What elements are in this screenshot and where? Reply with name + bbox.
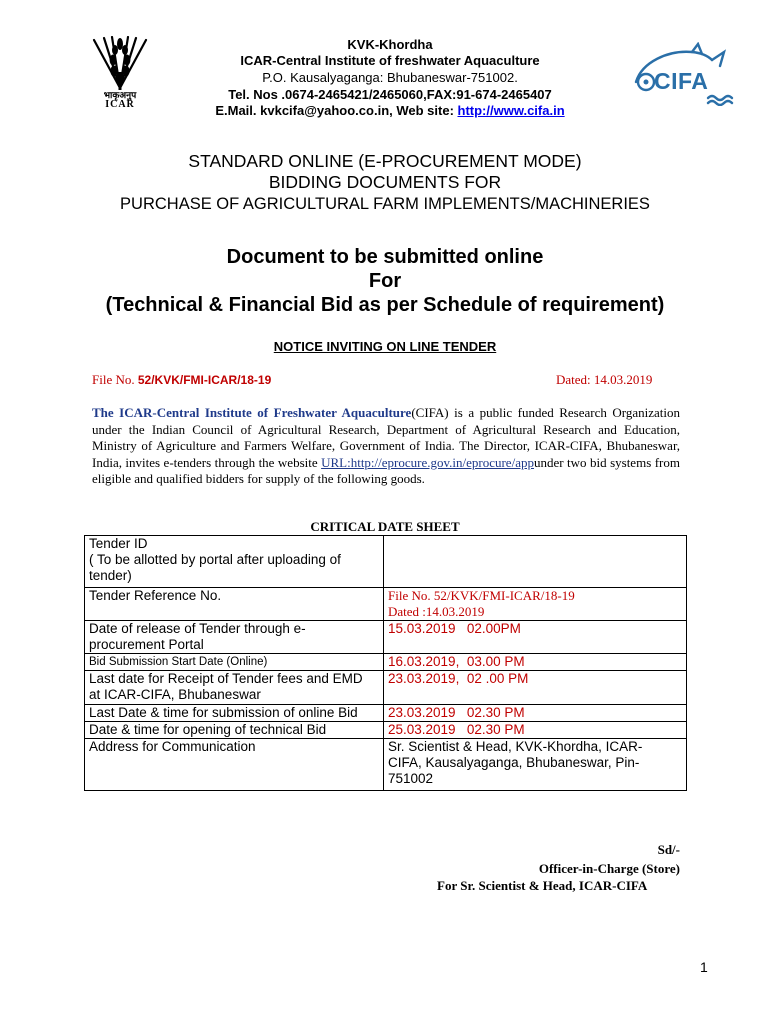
cell-text: Tender ID — [89, 536, 148, 551]
cell-text: 23.03.2019 02.30 PM — [388, 705, 525, 720]
logo-text-icar: ICAR — [105, 99, 135, 110]
table-row — [85, 705, 687, 722]
cell-text: tender) — [89, 568, 132, 583]
header-line-2: ICAR-Central Institute of freshwater Aquaculture — [240, 53, 540, 68]
title-line-2: BIDDING DOCUMENTS FOR — [268, 172, 502, 192]
cell-text: ( To be allotted by portal after uploading of — [89, 552, 341, 567]
cell-text: 23.03.2019, 02 .00 PM — [388, 671, 529, 686]
critical-date-sheet-heading: CRITICAL DATE SHEET — [310, 519, 460, 534]
table-row — [85, 536, 687, 588]
row-value — [384, 654, 687, 671]
header-line-4: Tel. Nos .0674-2465421/2465060,FAX:91-674-2465407 — [228, 87, 552, 102]
row-label — [85, 621, 384, 654]
notice-heading: NOTICE INVITING ON LINE TENDER — [273, 339, 497, 354]
file-number-label: File No. — [92, 372, 138, 387]
subtitle-line-3: (Technical & Financial Bid as per Schedule of requirement) — [105, 294, 665, 316]
row-label — [85, 739, 384, 791]
signature-for: For Sr. Scientist & Head, ICAR-CIFA — [437, 878, 648, 893]
cell-text: Address for Communication — [89, 739, 256, 754]
cell-text: procurement Portal — [89, 637, 204, 652]
intro-text-1: (CIFA) is a public funded Research Organization under the Indian Council of Agricultural Research, Department of Agricultural Research and Education, Ministry of Agriculture and Farmers Welfare, Government of India. The Director, ICAR-CIFA, Bhubaneswar, India, invites e-tenders through the website — [92, 405, 681, 470]
cell-text: Date & time for opening of technical Bid — [89, 722, 327, 737]
logo-text-hindi: भाकृअनुप — [103, 90, 137, 100]
header-line-3: P.O. Kausalyaganga: Bhubaneswar-751002. — [262, 70, 518, 85]
row-label — [85, 654, 384, 671]
cell-text: at ICAR-CIFA, Bhubaneswar — [89, 687, 261, 702]
header-line-1: KVK-Khordha — [347, 37, 433, 52]
row-value — [384, 722, 687, 739]
intro-paragraph — [92, 405, 680, 488]
cell-text: Tender Reference No. — [89, 588, 222, 603]
logo-text-cifa: CIFA — [654, 68, 709, 94]
cifa-logo — [628, 42, 740, 106]
row-label — [85, 588, 384, 621]
row-label — [85, 536, 384, 588]
dated: Dated: 14.03.2019 — [556, 372, 653, 387]
row-label — [85, 671, 384, 705]
file-number-value: 52/KVK/FMI-ICAR/18-19 — [137, 373, 272, 387]
table-row — [85, 671, 687, 705]
institute-name: The ICAR-Central Institute of Freshwater Aquaculture — [92, 405, 412, 420]
row-value — [384, 588, 687, 621]
icar-logo — [84, 36, 156, 116]
row-value — [384, 739, 687, 791]
cell-text: Dated :14.03.2019 — [388, 604, 485, 619]
row-value — [384, 536, 687, 588]
cell-text: 751002 — [388, 771, 434, 786]
intro-text-2: under two bid systems from eligible and qualified bidders for supply of the following goods. — [92, 454, 680, 487]
table-row — [85, 621, 687, 654]
signature-officer: Officer-in-Charge (Store) — [538, 861, 680, 876]
table-row — [85, 739, 687, 791]
cell-text: 16.03.2019, 03.00 PM — [388, 654, 525, 669]
page-number: 1 — [700, 959, 708, 975]
cell-text: Sr. Scientist & Head, KVK-Khordha, ICAR- — [388, 739, 643, 754]
cell-text: Last date for Receipt of Tender fees and EMD — [89, 671, 363, 686]
row-label — [85, 722, 384, 739]
subtitle-line-1: Document to be submitted online — [226, 246, 544, 268]
row-value — [384, 621, 687, 654]
table-row — [85, 722, 687, 739]
cell-text: 15.03.2019 02.00PM — [388, 621, 521, 636]
cell-text: Date of release of Tender through e- — [89, 621, 306, 636]
cell-text: Bid Submission Start Date (Online) — [89, 656, 268, 668]
table-row — [85, 588, 687, 621]
signature-block — [430, 840, 680, 878]
critical-date-table — [84, 535, 687, 791]
title-line-3: PURCHASE OF AGRICULTURAL FARM IMPLEMENTS/MACHINERIES — [120, 195, 650, 213]
cell-text: Last Date & time for submission of online Bid — [89, 705, 358, 720]
eprocure-link[interactable]: URL:http://eprocure.gov.in/eprocure/app — [321, 454, 534, 470]
file-number — [92, 372, 271, 388]
cell-text: CIFA, Kausalyaganga, Bhubaneswar, Pin- — [388, 755, 640, 770]
cell-text: 25.03.2019 02.30 PM — [388, 722, 525, 737]
cell-text: File No. 52/KVK/FMI-ICAR/18-19 — [388, 588, 575, 603]
table-row — [85, 654, 687, 671]
row-label — [85, 705, 384, 722]
website-link[interactable]: http://www.cifa.in — [457, 103, 565, 118]
header-line-5: E.Mail. kvkcifa@yahoo.co.in, Web site: — [215, 103, 458, 118]
signature-sd: Sd/- — [657, 842, 680, 857]
row-value — [384, 671, 687, 705]
subtitle-line-2: For — [368, 270, 402, 292]
title-line-1: STANDARD ONLINE (E-PROCUREMENT MODE) — [188, 151, 582, 171]
row-value — [384, 705, 687, 722]
